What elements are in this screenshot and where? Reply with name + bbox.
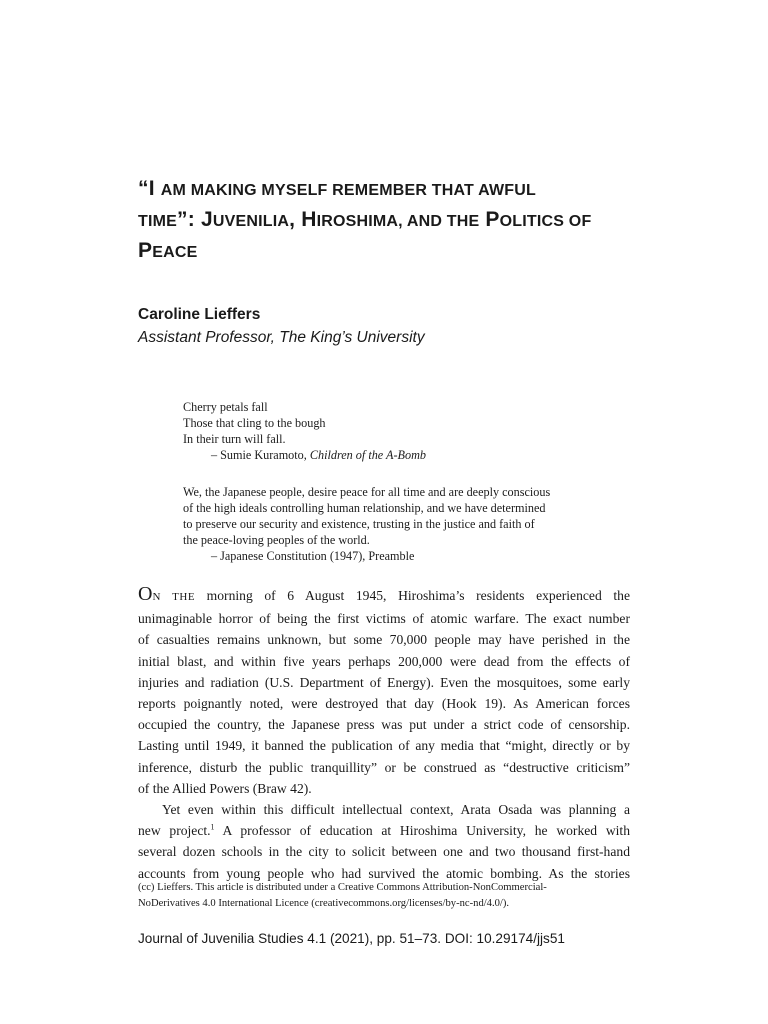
license-line: NoDerivatives 4.0 International Licence (creativecommons.org/licenses/by-nc-nd/4.0/). <box>138 898 510 909</box>
title-text: UVENILIA <box>212 213 290 230</box>
epigraph-line: the peace-loving peoples of the world. <box>183 533 370 547</box>
drop-cap: O <box>138 583 153 605</box>
epigraph-line: Those that cling to the bough <box>183 416 326 430</box>
epigraph-line: of the high ideals controlling human relationship, and we have determined <box>183 501 546 515</box>
title-text: EACE <box>152 244 198 261</box>
body-line: occupied the country, the Japanese press was put under a strict code of censorship. <box>138 717 630 733</box>
title-line-1 <box>138 174 658 205</box>
epigraph-constitution <box>183 484 603 564</box>
epigraph-attribution <box>183 447 603 463</box>
epigraph-line: In their turn will fall. <box>183 432 286 446</box>
author-name: Caroline Lieffers <box>138 306 261 323</box>
title-text: OLITICS OF <box>499 213 592 230</box>
body-text-run: new project. <box>138 823 211 839</box>
epigraph-line: to preserve our security and existence, trusting in the justice and faith of <box>183 517 535 531</box>
epigraph-line: We, the Japanese people, desire peace for all time and are deeply conscious <box>183 485 551 499</box>
body-line: several dozen schools in the city to solicit between one and two thousand first-hand <box>138 844 630 860</box>
body-line <box>138 820 630 841</box>
body-line: Yet even within this difficult intellectual context, Arata Osada was planning a <box>162 802 630 818</box>
journal-citation: Journal of Juvenilia Studies 4.1 (2021), pp. 51–73. DOI: 10.29174/jjs51 <box>138 931 565 946</box>
epigraph-poem <box>183 399 603 463</box>
opening-smallcaps: N THE <box>152 591 196 603</box>
body-line: injuries and radiation (U.S. Department of Energy). Even the mosquitoes, some early <box>138 674 630 690</box>
title-text: , AND THE <box>398 213 480 230</box>
author-affiliation: Assistant Professor, The King’s University <box>138 329 425 346</box>
body-line: of casualties remains unknown, but some 70,000 people may have perished in the <box>138 632 630 648</box>
title-text: IROSHIMA <box>316 213 399 230</box>
attribution-author: – Sumie Kuramoto, <box>211 448 310 462</box>
body-line: Lasting until 1949, it banned the publication of any media that “might, directly or by <box>138 738 630 754</box>
body-line: initial blast, and within five years perhaps 200,000 were dead from the effects of <box>138 653 630 669</box>
epigraph-attribution: – Japanese Constitution (1947), Preamble <box>211 549 415 563</box>
body-line: inference, disturb the public tranquillity” or be construed as “destructive criticism” <box>138 759 630 775</box>
license-line: (cc) Lieffers. This article is distributed under a Creative Commons Attribution-NonCommercial- <box>138 882 547 893</box>
title-line-2 <box>138 205 658 236</box>
body-line: unimaginable horror of being the first victims of atomic warfare. The exact number <box>138 611 630 627</box>
title-text: “I <box>138 177 161 200</box>
title-text: P <box>138 239 153 262</box>
license-note <box>138 880 630 912</box>
title-text: , H <box>289 208 317 231</box>
title-text: AM MAKING MYSELF REMEMBER THAT AWFUL <box>160 182 536 199</box>
epigraph-line: Cherry petals fall <box>183 400 268 414</box>
body-text-run: morning of 6 August 1945, Hiroshima’s residents experienced the <box>195 588 630 603</box>
title-text: TIME <box>138 213 178 230</box>
attribution-source-title: Children of the A-Bomb <box>309 448 426 462</box>
body-line <box>138 584 630 608</box>
article-title <box>138 174 658 267</box>
body-text <box>138 584 630 884</box>
body-line: reports poignantly noted, were destroyed that day (Hook 19). As American forces <box>138 696 630 712</box>
title-text: P <box>479 208 500 231</box>
footnote-marker[interactable]: 1 <box>210 822 215 832</box>
body-text-run: A professor of education at Hiroshima University, he worked with <box>214 823 631 839</box>
body-line: accounts from young people who had survived the atomic bombing. As the stories <box>138 865 630 881</box>
title-text: ”: J <box>177 208 213 231</box>
body-line: of the Allied Powers (Braw 42). <box>138 780 312 796</box>
title-line-3 <box>138 236 658 267</box>
